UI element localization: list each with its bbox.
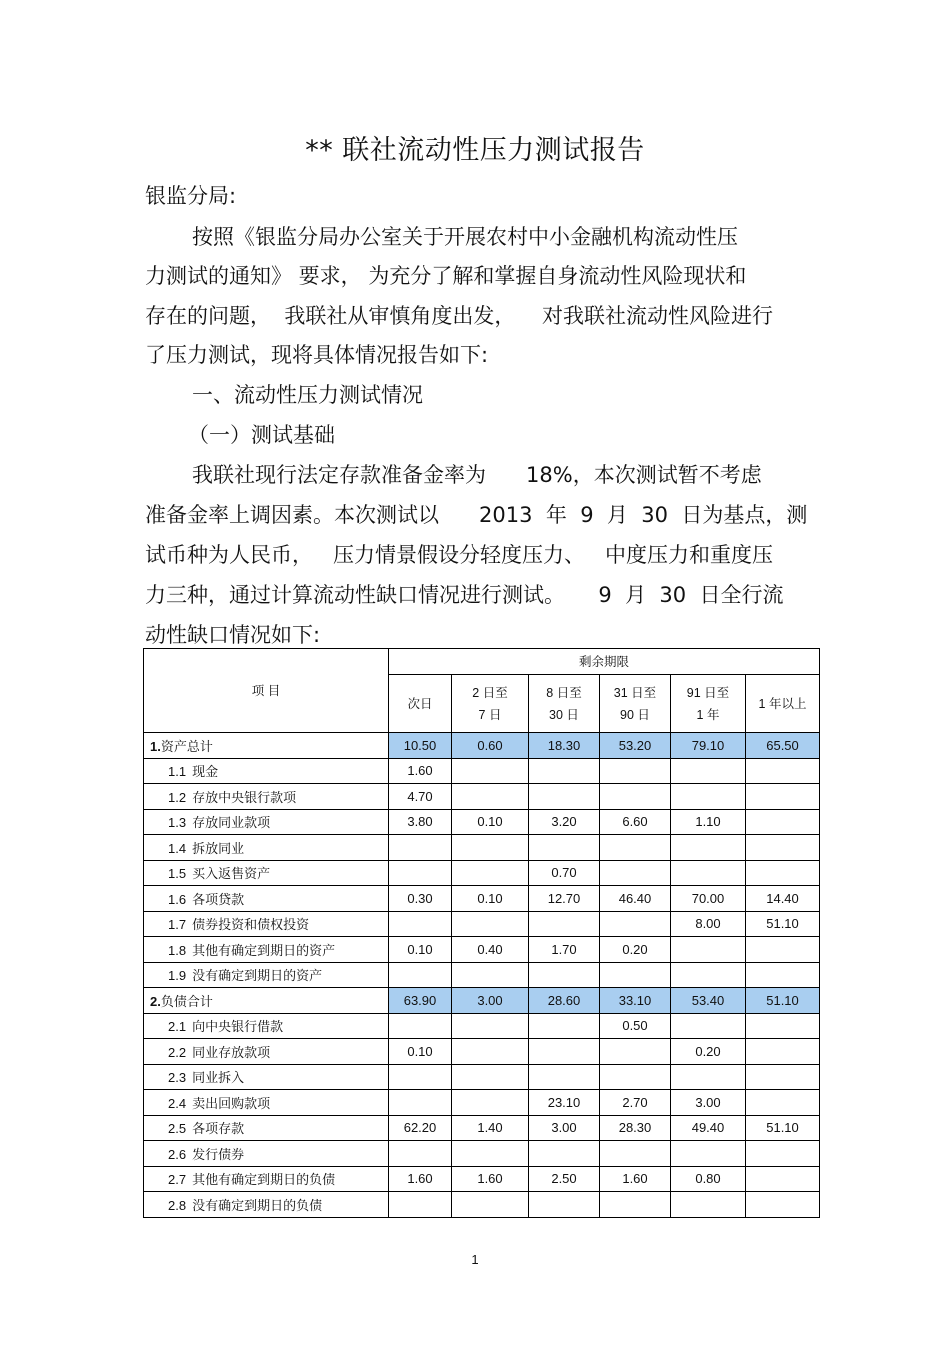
row-number: 1.6 bbox=[168, 891, 187, 907]
value-cell bbox=[600, 1039, 671, 1065]
row-number: 1.4 bbox=[168, 840, 187, 856]
value-cell: 18.30 bbox=[529, 733, 600, 759]
value-cell bbox=[746, 784, 820, 810]
value-cell: 1.40 bbox=[452, 1115, 529, 1141]
value-cell: 79.10 bbox=[671, 733, 746, 759]
period-header-line1: 91 日至 bbox=[686, 685, 730, 700]
value-cell bbox=[600, 860, 671, 886]
row-number: 2.2 bbox=[168, 1044, 187, 1060]
row-label-text: 卖出回购款项 bbox=[192, 1095, 271, 1111]
row-label-text: 发行债券 bbox=[192, 1146, 245, 1162]
row-number: 1.9 bbox=[168, 968, 187, 984]
row-number: 2.1 bbox=[168, 1019, 187, 1035]
value-cell: 46.40 bbox=[600, 886, 671, 912]
row-label-text: 拆放同业 bbox=[192, 840, 245, 856]
row-label bbox=[144, 758, 389, 784]
row-number: 2.3 bbox=[168, 1070, 187, 1086]
value-cell bbox=[746, 835, 820, 861]
table-row bbox=[144, 1013, 820, 1039]
row-label bbox=[144, 1090, 389, 1116]
value-cell: 0.20 bbox=[600, 937, 671, 963]
row-number: 2.4 bbox=[168, 1095, 187, 1111]
value-cell: 0.10 bbox=[452, 809, 529, 835]
table-row bbox=[144, 733, 820, 759]
document-title: ** 联社流动性压力测试报告 bbox=[305, 135, 645, 166]
value-cell bbox=[452, 1064, 529, 1090]
row-label-text: 没有确定到期日的负债 bbox=[192, 1197, 323, 1213]
table-row bbox=[144, 886, 820, 912]
value-cell bbox=[452, 860, 529, 886]
row-label bbox=[144, 1166, 389, 1192]
salutation: 银监分局: bbox=[145, 184, 237, 208]
value-cell bbox=[452, 784, 529, 810]
value-cell: 3.80 bbox=[389, 809, 452, 835]
value-cell: 49.40 bbox=[671, 1115, 746, 1141]
period-header-line2: 1 年 bbox=[696, 707, 720, 722]
row-label bbox=[144, 835, 389, 861]
value-cell bbox=[389, 1192, 452, 1218]
value-cell bbox=[389, 1064, 452, 1090]
value-cell: 1.60 bbox=[389, 1166, 452, 1192]
table-row bbox=[144, 1115, 820, 1141]
value-cell bbox=[746, 1090, 820, 1116]
period-header bbox=[389, 675, 452, 733]
row-label-text: 各项存款 bbox=[192, 1121, 245, 1137]
value-cell: 53.20 bbox=[600, 733, 671, 759]
value-cell: 51.10 bbox=[746, 911, 820, 937]
period-header-line1: 31 日至 bbox=[613, 685, 657, 700]
row-number: 2.8 bbox=[168, 1197, 187, 1213]
value-cell bbox=[452, 911, 529, 937]
value-cell: 3.20 bbox=[529, 809, 600, 835]
value-cell bbox=[452, 1141, 529, 1167]
value-cell bbox=[452, 1192, 529, 1218]
value-cell: 0.10 bbox=[452, 886, 529, 912]
paragraph-line: 动性缺口情况如下: bbox=[145, 623, 321, 647]
value-cell bbox=[452, 1013, 529, 1039]
value-cell bbox=[746, 758, 820, 784]
value-cell: 0.60 bbox=[452, 733, 529, 759]
value-cell bbox=[671, 860, 746, 886]
value-cell bbox=[452, 1090, 529, 1116]
row-number: 1.2 bbox=[168, 789, 187, 805]
table-row bbox=[144, 988, 820, 1014]
table-row bbox=[144, 758, 820, 784]
table-row bbox=[144, 1090, 820, 1116]
table-row bbox=[144, 962, 820, 988]
period-header-line2: 90 日 bbox=[620, 707, 650, 722]
value-cell: 62.20 bbox=[389, 1115, 452, 1141]
value-cell: 1.60 bbox=[389, 758, 452, 784]
value-cell bbox=[529, 962, 600, 988]
paragraph-line: 试币种为人民币， 压力情景假设分轻度压力、 中度压力和重度压 bbox=[145, 543, 774, 567]
value-cell bbox=[600, 1141, 671, 1167]
value-cell: 2.70 bbox=[600, 1090, 671, 1116]
table-row bbox=[144, 1064, 820, 1090]
table-row bbox=[144, 1192, 820, 1218]
paragraph-line: 按照《银监分局办公室关于开展农村中小金融机构流动性压 bbox=[192, 225, 738, 249]
value-cell: 3.00 bbox=[671, 1090, 746, 1116]
value-cell: 63.90 bbox=[389, 988, 452, 1014]
value-cell bbox=[746, 860, 820, 886]
value-cell: 0.10 bbox=[389, 937, 452, 963]
value-cell bbox=[671, 962, 746, 988]
value-cell bbox=[529, 911, 600, 937]
period-header bbox=[671, 675, 746, 733]
value-cell: 0.30 bbox=[389, 886, 452, 912]
row-number: 1.1 bbox=[168, 764, 187, 780]
value-cell bbox=[746, 937, 820, 963]
value-cell bbox=[389, 1141, 452, 1167]
value-cell: 10.50 bbox=[389, 733, 452, 759]
value-cell: 70.00 bbox=[671, 886, 746, 912]
value-cell: 3.00 bbox=[452, 988, 529, 1014]
remaining-term-header: 剩余期限 bbox=[389, 649, 820, 675]
row-label bbox=[144, 937, 389, 963]
value-cell bbox=[529, 784, 600, 810]
table-row bbox=[144, 911, 820, 937]
row-label-text: 其他有确定到期日的负债 bbox=[192, 1172, 336, 1188]
row-label bbox=[144, 886, 389, 912]
paragraph-line: 准备金率上调因素。本次测试以 2013 年 9 月 30 日为基点，测 bbox=[145, 503, 808, 527]
row-label bbox=[144, 1013, 389, 1039]
period-header bbox=[746, 675, 820, 733]
row-label-text: 现金 bbox=[192, 764, 219, 780]
row-label-text: 同业拆入 bbox=[192, 1070, 245, 1086]
value-cell: 8.00 bbox=[671, 911, 746, 937]
value-cell bbox=[389, 1090, 452, 1116]
table-row bbox=[144, 809, 820, 835]
page-number: 1 bbox=[471, 1252, 479, 1267]
value-cell: 1.10 bbox=[671, 809, 746, 835]
value-cell bbox=[389, 1013, 452, 1039]
value-cell: 0.40 bbox=[452, 937, 529, 963]
value-cell bbox=[600, 835, 671, 861]
section-heading: 一、流动性压力测试情况 bbox=[192, 383, 423, 407]
value-cell: 1.70 bbox=[529, 937, 600, 963]
value-cell bbox=[671, 937, 746, 963]
period-header-line2: 7 日 bbox=[478, 707, 502, 722]
value-cell bbox=[389, 835, 452, 861]
row-label bbox=[144, 809, 389, 835]
table-row bbox=[144, 1166, 820, 1192]
row-label bbox=[144, 911, 389, 937]
table-row bbox=[144, 835, 820, 861]
period-header-line2: 30 日 bbox=[549, 707, 579, 722]
subsection-heading: （一）测试基础 bbox=[188, 423, 335, 447]
period-header-line1: 2 日至 bbox=[472, 685, 508, 700]
value-cell: 0.20 bbox=[671, 1039, 746, 1065]
value-cell bbox=[452, 1039, 529, 1065]
row-label-text: 存放中央银行款项 bbox=[192, 789, 297, 805]
value-cell bbox=[389, 911, 452, 937]
value-cell: 1.60 bbox=[600, 1166, 671, 1192]
value-cell bbox=[671, 758, 746, 784]
value-cell bbox=[746, 1039, 820, 1065]
value-cell bbox=[671, 835, 746, 861]
value-cell: 51.10 bbox=[746, 988, 820, 1014]
row-label-text: 债券投资和债权投资 bbox=[192, 917, 310, 933]
value-cell bbox=[389, 962, 452, 988]
value-cell: 3.00 bbox=[529, 1115, 600, 1141]
value-cell: 23.10 bbox=[529, 1090, 600, 1116]
liquidity-gap-table bbox=[143, 648, 819, 1218]
table-row bbox=[144, 937, 820, 963]
value-cell bbox=[600, 911, 671, 937]
value-cell bbox=[746, 1141, 820, 1167]
row-label bbox=[144, 860, 389, 886]
period-header-line1: 8 日至 bbox=[546, 685, 582, 700]
row-label-text: 买入返售资产 bbox=[192, 866, 271, 882]
value-cell bbox=[746, 1013, 820, 1039]
row-label-text: 资产总计 bbox=[160, 738, 213, 754]
row-number: 1.5 bbox=[168, 866, 187, 882]
value-cell bbox=[529, 835, 600, 861]
paragraph-line: 我联社现行法定存款准备金率为 18%，本次测试暂不考虑 bbox=[192, 463, 762, 487]
value-cell bbox=[529, 1013, 600, 1039]
row-number: 2.6 bbox=[168, 1146, 187, 1162]
row-label bbox=[144, 1039, 389, 1065]
table-row bbox=[144, 860, 820, 886]
value-cell: 53.40 bbox=[671, 988, 746, 1014]
value-cell bbox=[600, 758, 671, 784]
value-cell: 33.10 bbox=[600, 988, 671, 1014]
value-cell: 2.50 bbox=[529, 1166, 600, 1192]
value-cell bbox=[600, 784, 671, 810]
period-header-line1: 1 年以上 bbox=[758, 696, 807, 711]
row-number: 1.3 bbox=[168, 815, 187, 831]
row-label bbox=[144, 962, 389, 988]
row-label-text: 没有确定到期日的资产 bbox=[192, 968, 323, 984]
row-number: 2. bbox=[150, 993, 161, 1009]
paragraph-line: 力测试的通知》 要求， 为充分了解和掌握自身流动性风险现状和 bbox=[145, 264, 747, 288]
value-cell: 14.40 bbox=[746, 886, 820, 912]
row-label bbox=[144, 784, 389, 810]
value-cell bbox=[671, 1064, 746, 1090]
row-label bbox=[144, 1141, 389, 1167]
value-cell bbox=[529, 1141, 600, 1167]
row-number: 1. bbox=[150, 738, 161, 754]
value-cell bbox=[529, 1192, 600, 1218]
value-cell bbox=[452, 962, 529, 988]
value-cell: 28.30 bbox=[600, 1115, 671, 1141]
period-header-line1: 次日 bbox=[407, 696, 433, 711]
table-row bbox=[144, 1141, 820, 1167]
period-header bbox=[452, 675, 529, 733]
value-cell: 28.60 bbox=[529, 988, 600, 1014]
period-header bbox=[600, 675, 671, 733]
value-cell bbox=[389, 860, 452, 886]
value-cell: 0.70 bbox=[529, 860, 600, 886]
value-cell: 51.10 bbox=[746, 1115, 820, 1141]
table-row bbox=[144, 784, 820, 810]
value-cell bbox=[529, 758, 600, 784]
row-label bbox=[144, 1064, 389, 1090]
row-label-text: 负债合计 bbox=[160, 993, 213, 1009]
row-label-text: 其他有确定到期日的资产 bbox=[192, 942, 336, 958]
value-cell: 1.60 bbox=[452, 1166, 529, 1192]
row-label bbox=[144, 988, 389, 1014]
value-cell bbox=[529, 1064, 600, 1090]
value-cell bbox=[671, 1013, 746, 1039]
row-label bbox=[144, 1192, 389, 1218]
item-header: 项 目 bbox=[144, 649, 389, 733]
paragraph-line: 存在的问题， 我联社从审慎角度出发， 对我联社流动性风险进行 bbox=[145, 304, 774, 328]
value-cell bbox=[529, 1039, 600, 1065]
period-header bbox=[529, 675, 600, 733]
value-cell bbox=[746, 962, 820, 988]
row-number: 2.5 bbox=[168, 1121, 187, 1137]
value-cell: 4.70 bbox=[389, 784, 452, 810]
paragraph-line: 了压力测试，现将具体情况报告如下: bbox=[145, 343, 489, 367]
row-label-text: 同业存放款项 bbox=[192, 1044, 271, 1060]
row-number: 1.8 bbox=[168, 942, 187, 958]
paragraph-line: 力三种，通过计算流动性缺口情况进行测试。 9 月 30 日全行流 bbox=[145, 583, 784, 607]
value-cell: 0.50 bbox=[600, 1013, 671, 1039]
row-number: 2.7 bbox=[168, 1172, 187, 1188]
value-cell bbox=[452, 758, 529, 784]
value-cell bbox=[746, 1166, 820, 1192]
value-cell bbox=[600, 1192, 671, 1218]
value-cell: 65.50 bbox=[746, 733, 820, 759]
row-label bbox=[144, 733, 389, 759]
value-cell bbox=[746, 1192, 820, 1218]
value-cell: 0.10 bbox=[389, 1039, 452, 1065]
value-cell bbox=[671, 784, 746, 810]
value-cell bbox=[600, 962, 671, 988]
value-cell: 6.60 bbox=[600, 809, 671, 835]
row-label bbox=[144, 1115, 389, 1141]
row-label-text: 各项贷款 bbox=[192, 891, 245, 907]
value-cell bbox=[671, 1141, 746, 1167]
value-cell bbox=[671, 1192, 746, 1218]
value-cell bbox=[600, 1064, 671, 1090]
value-cell bbox=[746, 1064, 820, 1090]
value-cell bbox=[452, 835, 529, 861]
row-label-text: 存放同业款项 bbox=[192, 815, 271, 831]
value-cell: 0.80 bbox=[671, 1166, 746, 1192]
table-row bbox=[144, 1039, 820, 1065]
row-number: 1.7 bbox=[168, 917, 187, 933]
row-label-text: 向中央银行借款 bbox=[192, 1019, 284, 1035]
value-cell: 12.70 bbox=[529, 886, 600, 912]
value-cell bbox=[746, 809, 820, 835]
